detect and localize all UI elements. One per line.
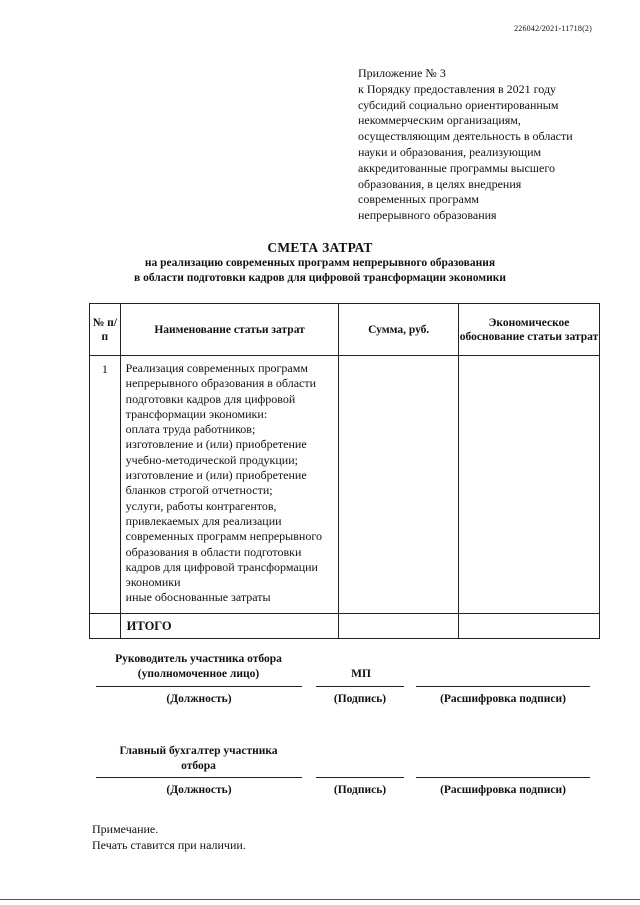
note-block [92, 822, 246, 853]
appendix-line: некоммерческим организациям, [358, 113, 521, 128]
total-num [90, 614, 121, 639]
head-label-line-1: Руководитель участника отбора [115, 653, 282, 665]
row-description-line: непрерывного образования в области [125, 376, 317, 391]
row-description-line: иные обоснованные затраты [125, 590, 271, 605]
row-description [120, 356, 339, 614]
header-num: № п/п [90, 304, 121, 356]
appendix-line: образования, в целях внедрения [358, 176, 522, 191]
decoding-line-1 [416, 686, 590, 687]
appendix-block [358, 66, 608, 224]
document-title-block [0, 240, 640, 286]
document-title: СМЕТА ЗАТРАТ [267, 240, 373, 255]
total-label: ИТОГО [120, 614, 339, 639]
head-label-line-2: (уполномоченное лицо) [137, 668, 260, 680]
signature-caption-2: (Подпись) [333, 784, 387, 796]
row-justification [459, 356, 600, 614]
table-total-row [90, 614, 600, 639]
total-justification [459, 614, 600, 639]
appendix-line: науки и образования, реализующим [358, 144, 542, 159]
appendix-line: к Порядку предоставления в 2021 году [358, 81, 557, 96]
table-header-row [90, 304, 600, 356]
row-description-line: привлекаемых для реализации [125, 513, 282, 528]
row-description-line: трансформации экономики: [125, 406, 268, 421]
appendix-line: аккредитованные программы высшего [358, 160, 555, 175]
note-title: Примечание. [92, 822, 159, 836]
page-bottom-rule [0, 899, 640, 900]
row-description-line: бланков строгой отчетности; [125, 483, 273, 498]
document-subtitle-1: на реализацию современных программ непрерывного образования [144, 257, 496, 269]
appendix-line: современных программ [358, 192, 480, 207]
signature-line-2 [316, 777, 404, 778]
decoding-caption-1: (Расшифровка подписи) [440, 693, 566, 705]
position-line-2 [96, 777, 302, 778]
row-description-line: экономики [125, 575, 181, 590]
row-description-line: изготовление и (или) приобретение [125, 437, 307, 452]
header-justification: Экономическое обоснование статьи затрат [459, 304, 600, 356]
document-id: 226042/2021-11718(2) [514, 24, 592, 33]
cost-estimate-table [89, 303, 600, 639]
total-sum [339, 614, 459, 639]
appendix-line: непрерывного образования [358, 208, 497, 223]
row-description-line: кадров для цифровой трансформации [125, 559, 318, 574]
row-description-line: учебно-методической продукции; [125, 452, 298, 467]
row-num: 1 [90, 356, 121, 614]
accountant-label-line-1: Главный бухгалтер участника [119, 745, 278, 757]
row-description-line: подготовки кадров для цифровой [125, 391, 296, 406]
appendix-line: субсидий социально ориентированным [358, 97, 559, 112]
signature-caption-1: (Подпись) [333, 693, 387, 705]
position-caption-2: (Должность) [166, 784, 232, 796]
decoding-line-2 [416, 777, 590, 778]
head-label [96, 652, 301, 682]
appendix-line: осуществляющим деятельность в области [358, 129, 573, 144]
header-sum: Сумма, руб. [339, 304, 459, 356]
row-description-line: образования в области подготовки [125, 544, 302, 559]
row-description-line: Реализация современных программ [125, 361, 308, 375]
document-subtitle-2: в области подготовки кадров для цифровой трансформации экономики [134, 272, 506, 284]
appendix-line: Приложение № 3 [358, 66, 446, 80]
accountant-label [96, 744, 301, 774]
row-description-line: оплата труда работников; [125, 422, 256, 437]
stamp-place-label: МП [351, 668, 371, 680]
row-sum [339, 356, 459, 614]
accountant-label-line-2: отбора [181, 760, 216, 772]
header-name: Наименование статьи затрат [120, 304, 339, 356]
row-description-line: услуги, работы контрагентов, [125, 498, 277, 513]
position-caption-1: (Должность) [166, 693, 232, 705]
signature-line-1 [316, 686, 404, 687]
decoding-caption-2: (Расшифровка подписи) [440, 784, 566, 796]
row-description-line: современных программ непрерывного [125, 529, 322, 544]
position-line-1 [96, 686, 302, 687]
note-text: Печать ставится при наличии. [92, 837, 246, 852]
table-row [90, 356, 600, 614]
row-description-line: изготовление и (или) приобретение [125, 468, 307, 483]
